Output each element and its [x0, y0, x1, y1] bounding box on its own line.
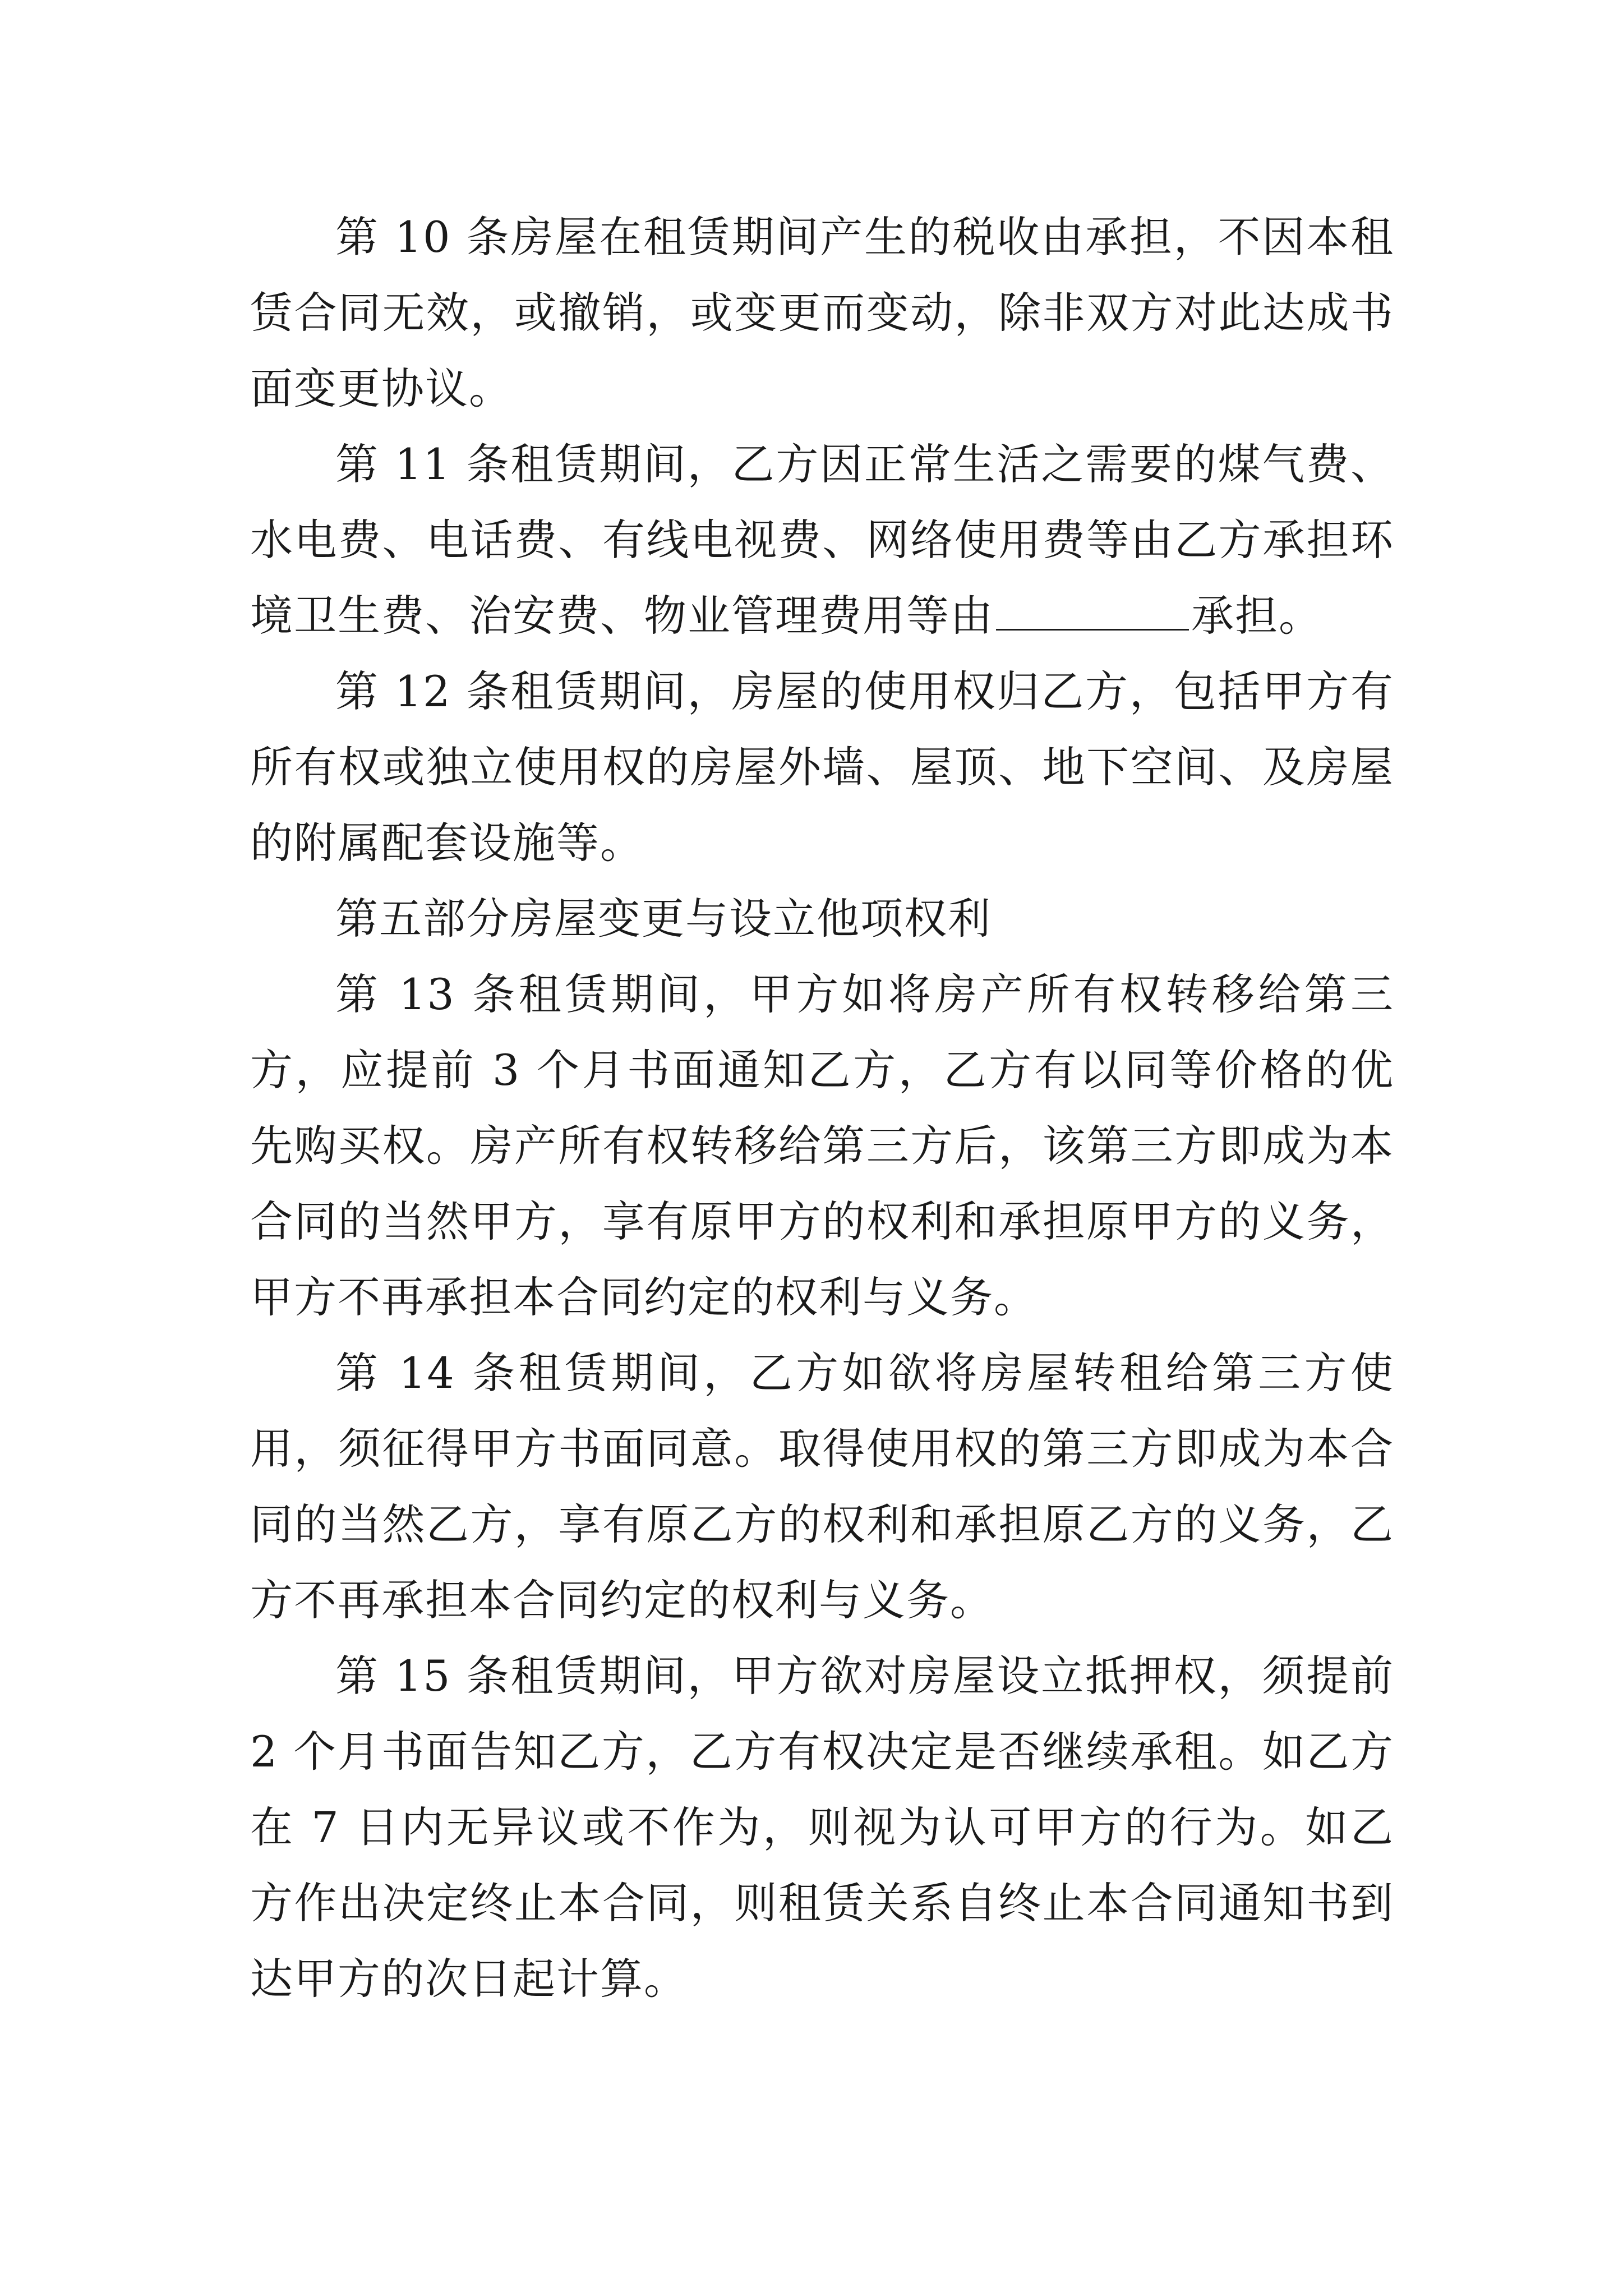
article-14: 第 14 条租赁期间，乙方如欲将房屋转租给第三方使用，须征得甲方书面同意。取得使用权的第三方即成为本合同的当然乙方，享有原乙方的权利和承担原乙方的义务，乙方不再承担本合同约定的权利与义务。	[250, 1348, 1394, 1625]
article-11-end: 承担。	[1191, 591, 1322, 641]
article-13: 第 13 条租赁期间，甲方如将房产所有权转移给第三方，应提前 3 个月书面通知乙方，乙方有以同等价格的优先购买权。房产所有权转移给第三方后，该第三方即成为本合同的当然甲方，享有原甲方的权利和承担原甲方的义务，甲方不再承担本合同约定的权利与义务。	[250, 969, 1394, 1322]
article-15: 第 15 条租赁期间，甲方欲对房屋设立抵押权，须提前 2 个月书面告知乙方，乙方有权决定是否继续承租。如乙方在 7 日内无异议或不作为，则视为认可甲方的行为。如乙方作出决定终止本合同，则租赁关系自终止本合同通知书到达甲方的次日起计算。	[250, 1651, 1394, 2004]
document-page	[250, 199, 1394, 2017]
fill-in-blank	[996, 590, 1189, 631]
article-11-text: 第 11 条租赁期间，乙方因正常生活之需要的煤气费、水电费、电话费、有线电视费、网络使用费等由乙方承担环境卫生费、治安费、物业管理费用等由	[250, 439, 1394, 641]
article-10: 第 10 条房屋在租赁期间产生的税收由承担，不因本租赁合同无效，或撤销，或变更而变动，除非双方对此达成书面变更协议。	[250, 212, 1394, 413]
article-11	[250, 426, 1394, 654]
section-heading: 第五部分房屋变更与设立他项权利	[335, 894, 992, 944]
article-12: 第 12 条租赁期间，房屋的使用权归乙方，包括甲方有所有权或独立使用权的房屋外墙、屋顶、地下空间、及房屋的附属配套设施等。	[250, 666, 1394, 868]
